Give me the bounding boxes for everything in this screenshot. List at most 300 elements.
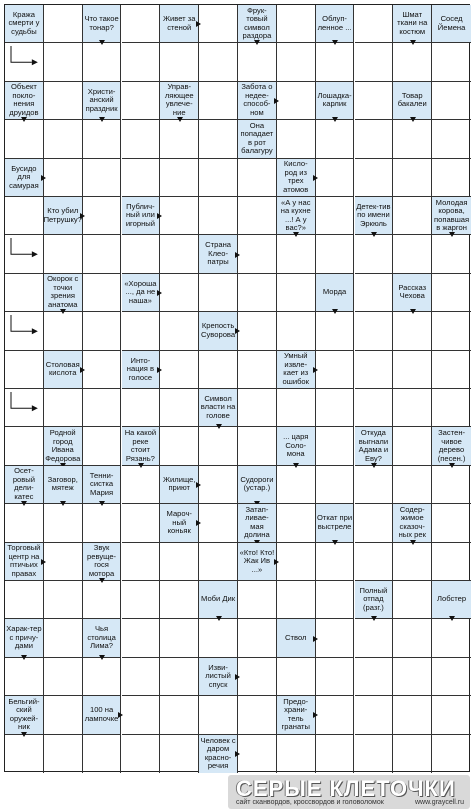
clue-text: Шмат ткани на костюм: [397, 9, 428, 36]
answer-cell[interactable]: [83, 427, 122, 465]
answer-cell[interactable]: [316, 351, 355, 389]
clue-cell: [83, 619, 122, 657]
brand-url: www.graycell.ru: [414, 799, 464, 806]
answer-cell[interactable]: [122, 5, 161, 43]
clue-text: Торговый центр на птичьих правах: [7, 543, 41, 578]
clue-text: Символ власти на голове: [200, 393, 236, 420]
answer-cell[interactable]: [122, 312, 161, 350]
answer-cell[interactable]: [316, 735, 355, 773]
clue-cell: [277, 619, 316, 657]
answer-cell[interactable]: [432, 658, 471, 696]
clue-cell: [393, 82, 432, 120]
clue-cell: [5, 696, 44, 734]
answer-cell[interactable]: [238, 696, 277, 734]
answer-cell[interactable]: [160, 427, 199, 465]
clue-cell: [199, 312, 238, 350]
answer-cell[interactable]: [44, 159, 83, 197]
answer-cell[interactable]: [432, 43, 471, 81]
answer-cell[interactable]: [83, 389, 122, 427]
answer-cell[interactable]: [432, 351, 471, 389]
answer-cell[interactable]: [316, 619, 355, 657]
clue-cell: [355, 581, 394, 619]
answer-cell[interactable]: [44, 504, 83, 542]
answer-cell[interactable]: [44, 658, 83, 696]
clue-cell: [238, 466, 277, 504]
clue-cell: [5, 466, 44, 504]
answer-cell[interactable]: [160, 312, 199, 350]
answer-cell[interactable]: [5, 197, 44, 235]
answer-cell[interactable]: [199, 619, 238, 657]
clue-text: «А у нас на кухне ...! А у вас?»: [280, 197, 311, 233]
answer-cell[interactable]: [393, 159, 432, 197]
clue-text: Она попадает в рот балагуру: [240, 120, 274, 156]
answer-cell[interactable]: [199, 351, 238, 389]
answer-cell[interactable]: [122, 696, 161, 734]
clue-cell: [277, 159, 316, 197]
answer-cell[interactable]: [5, 120, 44, 158]
clue-cell: [83, 5, 122, 43]
clue-text: Живет за стеной: [163, 14, 196, 32]
clue-text: Публич-ный или игорный: [125, 201, 155, 228]
clue-cell: [238, 120, 277, 158]
answer-cell[interactable]: [355, 120, 394, 158]
answer-cell[interactable]: [199, 274, 238, 312]
clue-text: Моби Дик: [201, 594, 236, 604]
clue-text: «Хороша ..., да не наша»: [124, 278, 157, 305]
answer-cell[interactable]: [122, 120, 161, 158]
answer-cell[interactable]: [393, 197, 432, 235]
clue-text: Бельгий-ский оружей-ник: [8, 696, 40, 732]
answer-cell[interactable]: [44, 312, 83, 350]
answer-cell[interactable]: [277, 82, 316, 120]
answer-cell[interactable]: [238, 389, 277, 427]
clue-cell: [199, 581, 238, 619]
clue-text: Лобстер: [437, 594, 467, 604]
answer-cell[interactable]: [432, 466, 471, 504]
clue-cell: [160, 5, 199, 43]
answer-cell[interactable]: [44, 696, 83, 734]
clue-text: Бусидо для самурая: [9, 163, 39, 190]
answer-cell[interactable]: [238, 197, 277, 235]
answer-cell[interactable]: [393, 735, 432, 773]
answer-cell[interactable]: [5, 504, 44, 542]
clue-cell: [393, 5, 432, 43]
answer-cell[interactable]: [83, 504, 122, 542]
answer-cell[interactable]: [355, 43, 394, 81]
answer-cell[interactable]: [432, 504, 471, 542]
answer-cell[interactable]: [238, 658, 277, 696]
answer-cell[interactable]: [160, 351, 199, 389]
answer-cell[interactable]: [44, 581, 83, 619]
clue-cell: [44, 197, 83, 235]
clue-text: Харак-тер с причу-дами: [6, 624, 42, 651]
answer-cell[interactable]: [432, 274, 471, 312]
answer-cell[interactable]: [199, 427, 238, 465]
answer-cell[interactable]: [5, 351, 44, 389]
answer-cell[interactable]: [44, 619, 83, 657]
clue-cell: [5, 159, 44, 197]
answer-cell[interactable]: [83, 581, 122, 619]
clue-text: Родной город Ивана Федорова: [45, 428, 81, 463]
answer-cell[interactable]: [316, 312, 355, 350]
answer-cell[interactable]: [160, 120, 199, 158]
answer-cell[interactable]: [432, 389, 471, 427]
brand-subtitle: сайт сканвордов, кроссвордов и головоломок: [236, 799, 384, 806]
answer-cell[interactable]: [5, 312, 44, 350]
answer-cell[interactable]: [160, 159, 199, 197]
answer-cell[interactable]: [393, 658, 432, 696]
answer-cell[interactable]: [5, 389, 44, 427]
answer-cell[interactable]: [316, 581, 355, 619]
clue-text: Мароч-ный коньяк: [166, 509, 192, 536]
answer-cell[interactable]: [44, 735, 83, 773]
answer-cell[interactable]: [355, 466, 394, 504]
clue-text: Что такое тонар?: [84, 14, 119, 32]
answer-cell[interactable]: [316, 543, 355, 581]
answer-cell[interactable]: [277, 43, 316, 81]
clue-text: Чья столица Лима?: [87, 624, 116, 651]
answer-cell[interactable]: [83, 159, 122, 197]
answer-cell[interactable]: [122, 619, 161, 657]
answer-cell[interactable]: [238, 427, 277, 465]
answer-cell[interactable]: [238, 581, 277, 619]
answer-cell[interactable]: [238, 43, 277, 81]
clue-cell: [44, 427, 83, 465]
clue-text: Инто-нация в голосе: [126, 355, 155, 382]
answer-cell[interactable]: [122, 43, 161, 81]
brand-banner: [228, 775, 470, 809]
answer-cell[interactable]: [277, 543, 316, 581]
answer-cell[interactable]: [160, 389, 199, 427]
answer-cell[interactable]: [316, 658, 355, 696]
clue-cell: [316, 5, 355, 43]
clue-text: Ствол: [285, 632, 307, 642]
answer-cell[interactable]: [238, 159, 277, 197]
answer-cell[interactable]: [160, 735, 199, 773]
answer-cell[interactable]: [355, 543, 394, 581]
answer-cell[interactable]: [316, 427, 355, 465]
answer-cell[interactable]: [277, 504, 316, 542]
answer-cell[interactable]: [316, 159, 355, 197]
answer-cell[interactable]: [83, 197, 122, 235]
answer-cell[interactable]: [5, 235, 44, 273]
clue-cell: [199, 658, 238, 696]
answer-cell[interactable]: [393, 543, 432, 581]
clue-text: Кисло-род из трех атомов: [283, 159, 309, 194]
answer-cell[interactable]: [199, 82, 238, 120]
answer-cell[interactable]: [5, 735, 44, 773]
answer-cell[interactable]: [83, 43, 122, 81]
answer-cell[interactable]: [44, 120, 83, 158]
clue-cell: [44, 274, 83, 312]
answer-cell[interactable]: [355, 619, 394, 657]
clue-text: Осет-ровый дели-катес: [12, 466, 35, 501]
answer-cell[interactable]: [277, 235, 316, 273]
answer-cell[interactable]: [277, 389, 316, 427]
clue-cell: [5, 5, 44, 43]
answer-cell[interactable]: [393, 619, 432, 657]
answer-cell[interactable]: [393, 120, 432, 158]
answer-cell[interactable]: [355, 389, 394, 427]
answer-cell[interactable]: [5, 274, 44, 312]
answer-cell[interactable]: [44, 5, 83, 43]
answer-cell[interactable]: [160, 658, 199, 696]
answer-cell[interactable]: [83, 120, 122, 158]
answer-cell[interactable]: [44, 43, 83, 81]
brand-logo-title: СЕРЫЕ КЛЕТОЧКИ: [236, 776, 456, 801]
clue-cell: [5, 619, 44, 657]
clue-cell: [393, 274, 432, 312]
clue-text: Звук ревуще-гося мотора: [87, 543, 117, 578]
clue-text: Затап-ливае-мая долина: [244, 504, 270, 540]
answer-cell[interactable]: [355, 312, 394, 350]
answer-cell[interactable]: [83, 735, 122, 773]
answer-cell[interactable]: [393, 427, 432, 465]
clue-cell: [160, 466, 199, 504]
answer-cell[interactable]: [5, 427, 44, 465]
clue-text: ... царя Соло-мона: [283, 432, 309, 459]
clue-cell: [432, 581, 471, 619]
clue-cell: [238, 5, 277, 43]
clue-cell: [238, 543, 277, 581]
answer-cell[interactable]: [122, 466, 161, 504]
answer-cell[interactable]: [199, 197, 238, 235]
clue-cell: [160, 504, 199, 542]
clue-cell: [277, 427, 316, 465]
clue-text: Откат при выстреле: [317, 513, 353, 531]
clue-cell: [432, 5, 471, 43]
scanword-grid: [4, 4, 470, 772]
clue-text: Кража смерти у судьбы: [8, 9, 40, 36]
answer-cell[interactable]: [122, 235, 161, 273]
answer-cell[interactable]: [238, 235, 277, 273]
answer-cell[interactable]: [316, 197, 355, 235]
clue-text: Управ-ляющее увлече-ние: [164, 82, 194, 117]
clue-text: Забота о недее-способ-ном: [241, 82, 273, 117]
answer-cell[interactable]: [199, 466, 238, 504]
answer-cell[interactable]: [238, 735, 277, 773]
answer-cell[interactable]: [277, 120, 316, 158]
answer-cell[interactable]: [160, 543, 199, 581]
clue-cell: [355, 197, 394, 235]
answer-cell[interactable]: [432, 696, 471, 734]
clue-cell: [5, 82, 44, 120]
clue-cell: [277, 351, 316, 389]
answer-cell[interactable]: [432, 159, 471, 197]
answer-cell[interactable]: [160, 696, 199, 734]
answer-cell[interactable]: [122, 581, 161, 619]
clue-cell: [199, 389, 238, 427]
answer-cell[interactable]: [44, 543, 83, 581]
clue-text: Умный извле-кает из ошибок: [282, 351, 309, 386]
answer-cell[interactable]: [122, 159, 161, 197]
clue-cell: [316, 504, 355, 542]
clue-text: 100 на лампочке: [84, 705, 119, 723]
answer-cell[interactable]: [355, 274, 394, 312]
clue-text: Столовая кислота: [45, 359, 80, 378]
answer-cell[interactable]: [160, 43, 199, 81]
clue-cell: [393, 504, 432, 542]
answer-cell[interactable]: [432, 120, 471, 158]
clue-cell: [316, 82, 355, 120]
clue-text: На какой реке стоит Рязань?: [124, 428, 157, 463]
clue-text: Предо-храни-тель гранаты: [281, 696, 310, 732]
answer-cell[interactable]: [355, 159, 394, 197]
answer-cell[interactable]: [277, 274, 316, 312]
clue-cell: [199, 735, 238, 773]
answer-cell[interactable]: [316, 120, 355, 158]
clue-cell: [277, 696, 316, 734]
clue-text: Крепость Суворова: [201, 321, 236, 339]
answer-cell[interactable]: [393, 312, 432, 350]
clue-cell: [316, 274, 355, 312]
answer-cell[interactable]: [5, 581, 44, 619]
clue-cell: [5, 543, 44, 581]
answer-cell[interactable]: [393, 43, 432, 81]
answer-cell[interactable]: [277, 466, 316, 504]
clue-cell: [83, 696, 122, 734]
clue-text: Застен-чивое дерево (песен.): [437, 428, 466, 463]
answer-cell[interactable]: [5, 43, 44, 81]
clue-text: Страна Клео-патры: [205, 240, 231, 267]
clue-text: Судороги (устар.): [240, 474, 274, 493]
answer-cell[interactable]: [122, 543, 161, 581]
clue-text: Содер-жимое сказоч-ных рек: [398, 504, 426, 540]
answer-cell[interactable]: [432, 543, 471, 581]
answer-cell[interactable]: [199, 120, 238, 158]
clue-text: Сосед Йемена: [437, 14, 466, 32]
answer-cell[interactable]: [238, 274, 277, 312]
clue-text: Заговор, мятеж: [47, 474, 78, 493]
answer-cell[interactable]: [277, 658, 316, 696]
answer-cell[interactable]: [355, 735, 394, 773]
clue-cell: [432, 197, 471, 235]
answer-cell[interactable]: [277, 5, 316, 43]
answer-cell[interactable]: [393, 696, 432, 734]
clue-text: Полный отпад (разг.): [359, 585, 388, 612]
answer-cell[interactable]: [393, 389, 432, 427]
answer-cell[interactable]: [83, 658, 122, 696]
clue-text: Изви-листый спуск: [205, 662, 231, 689]
answer-cell[interactable]: [355, 696, 394, 734]
clue-text: Человек с даром красно-речия: [200, 735, 236, 771]
answer-cell[interactable]: [432, 235, 471, 273]
clue-text: Молодая корова, попавшая в жаргон: [434, 197, 470, 233]
answer-cell[interactable]: [277, 735, 316, 773]
clue-text: Окорок с точки зрения анатома: [47, 274, 79, 309]
clue-cell: [238, 82, 277, 120]
answer-cell[interactable]: [238, 312, 277, 350]
clue-text: Тенни-систка Мария: [89, 470, 114, 497]
answer-cell[interactable]: [393, 581, 432, 619]
answer-cell[interactable]: [122, 735, 161, 773]
answer-cell[interactable]: [432, 619, 471, 657]
answer-cell[interactable]: [83, 312, 122, 350]
answer-cell[interactable]: [316, 466, 355, 504]
answer-cell[interactable]: [432, 735, 471, 773]
clue-cell: [160, 82, 199, 120]
clue-cell: [122, 274, 161, 312]
answer-cell[interactable]: [432, 82, 471, 120]
answer-cell[interactable]: [432, 312, 471, 350]
clue-text: Объект покло-нения друидов: [9, 82, 39, 117]
clue-cell: [44, 466, 83, 504]
clue-text: Лошадка-карлик: [317, 90, 352, 109]
answer-cell[interactable]: [277, 581, 316, 619]
answer-cell[interactable]: [199, 159, 238, 197]
clue-cell: [83, 543, 122, 581]
clue-text: «Кто! Кто! Жак Ив ...»: [239, 547, 275, 574]
answer-cell[interactable]: [199, 696, 238, 734]
answer-cell[interactable]: [122, 658, 161, 696]
answer-cell[interactable]: [355, 351, 394, 389]
clue-text: Кто убил Петрушку?: [43, 206, 82, 224]
answer-cell[interactable]: [316, 235, 355, 273]
clue-cell: [432, 427, 471, 465]
clue-cell: [122, 197, 161, 235]
answer-cell[interactable]: [160, 619, 199, 657]
answer-cell[interactable]: [238, 619, 277, 657]
answer-cell[interactable]: [316, 43, 355, 81]
clue-cell: [277, 197, 316, 235]
clue-cell: [44, 351, 83, 389]
answer-cell[interactable]: [44, 82, 83, 120]
clue-text: Морда: [322, 287, 347, 297]
answer-cell[interactable]: [83, 235, 122, 273]
answer-cell[interactable]: [355, 82, 394, 120]
answer-cell[interactable]: [199, 504, 238, 542]
answer-cell[interactable]: [83, 351, 122, 389]
answer-cell[interactable]: [355, 235, 394, 273]
answer-cell[interactable]: [238, 351, 277, 389]
answer-cell[interactable]: [316, 389, 355, 427]
answer-cell[interactable]: [5, 658, 44, 696]
answer-cell[interactable]: [355, 658, 394, 696]
clue-cell: [122, 351, 161, 389]
answer-cell[interactable]: [160, 197, 199, 235]
answer-cell[interactable]: [316, 696, 355, 734]
answer-cell[interactable]: [199, 5, 238, 43]
answer-cell[interactable]: [277, 312, 316, 350]
clue-cell: [355, 427, 394, 465]
answer-cell[interactable]: [393, 351, 432, 389]
clue-text: Фрук-товый символ раздора: [242, 5, 272, 41]
clue-text: Облуп-ленное ...: [317, 14, 352, 32]
answer-cell[interactable]: [160, 581, 199, 619]
answer-cell[interactable]: [199, 43, 238, 81]
clue-text: Рассказ Чехова: [398, 282, 427, 301]
answer-cell[interactable]: [122, 504, 161, 542]
answer-cell[interactable]: [44, 389, 83, 427]
clue-cell: [122, 427, 161, 465]
clue-cell: [238, 504, 277, 542]
answer-cell[interactable]: [355, 5, 394, 43]
answer-cell[interactable]: [160, 235, 199, 273]
answer-cell[interactable]: [122, 82, 161, 120]
clue-cell: [83, 466, 122, 504]
answer-cell[interactable]: [393, 235, 432, 273]
answer-cell[interactable]: [44, 235, 83, 273]
clue-text: Детек-тив по имени Эркюль: [356, 201, 391, 228]
answer-cell[interactable]: [83, 274, 122, 312]
answer-cell[interactable]: [160, 274, 199, 312]
answer-cell[interactable]: [393, 466, 432, 504]
clue-text: Христи-анский праздник: [85, 86, 118, 113]
answer-cell[interactable]: [122, 389, 161, 427]
answer-cell[interactable]: [199, 543, 238, 581]
answer-cell[interactable]: [355, 504, 394, 542]
clue-text: Товар бакалеи: [397, 90, 427, 109]
